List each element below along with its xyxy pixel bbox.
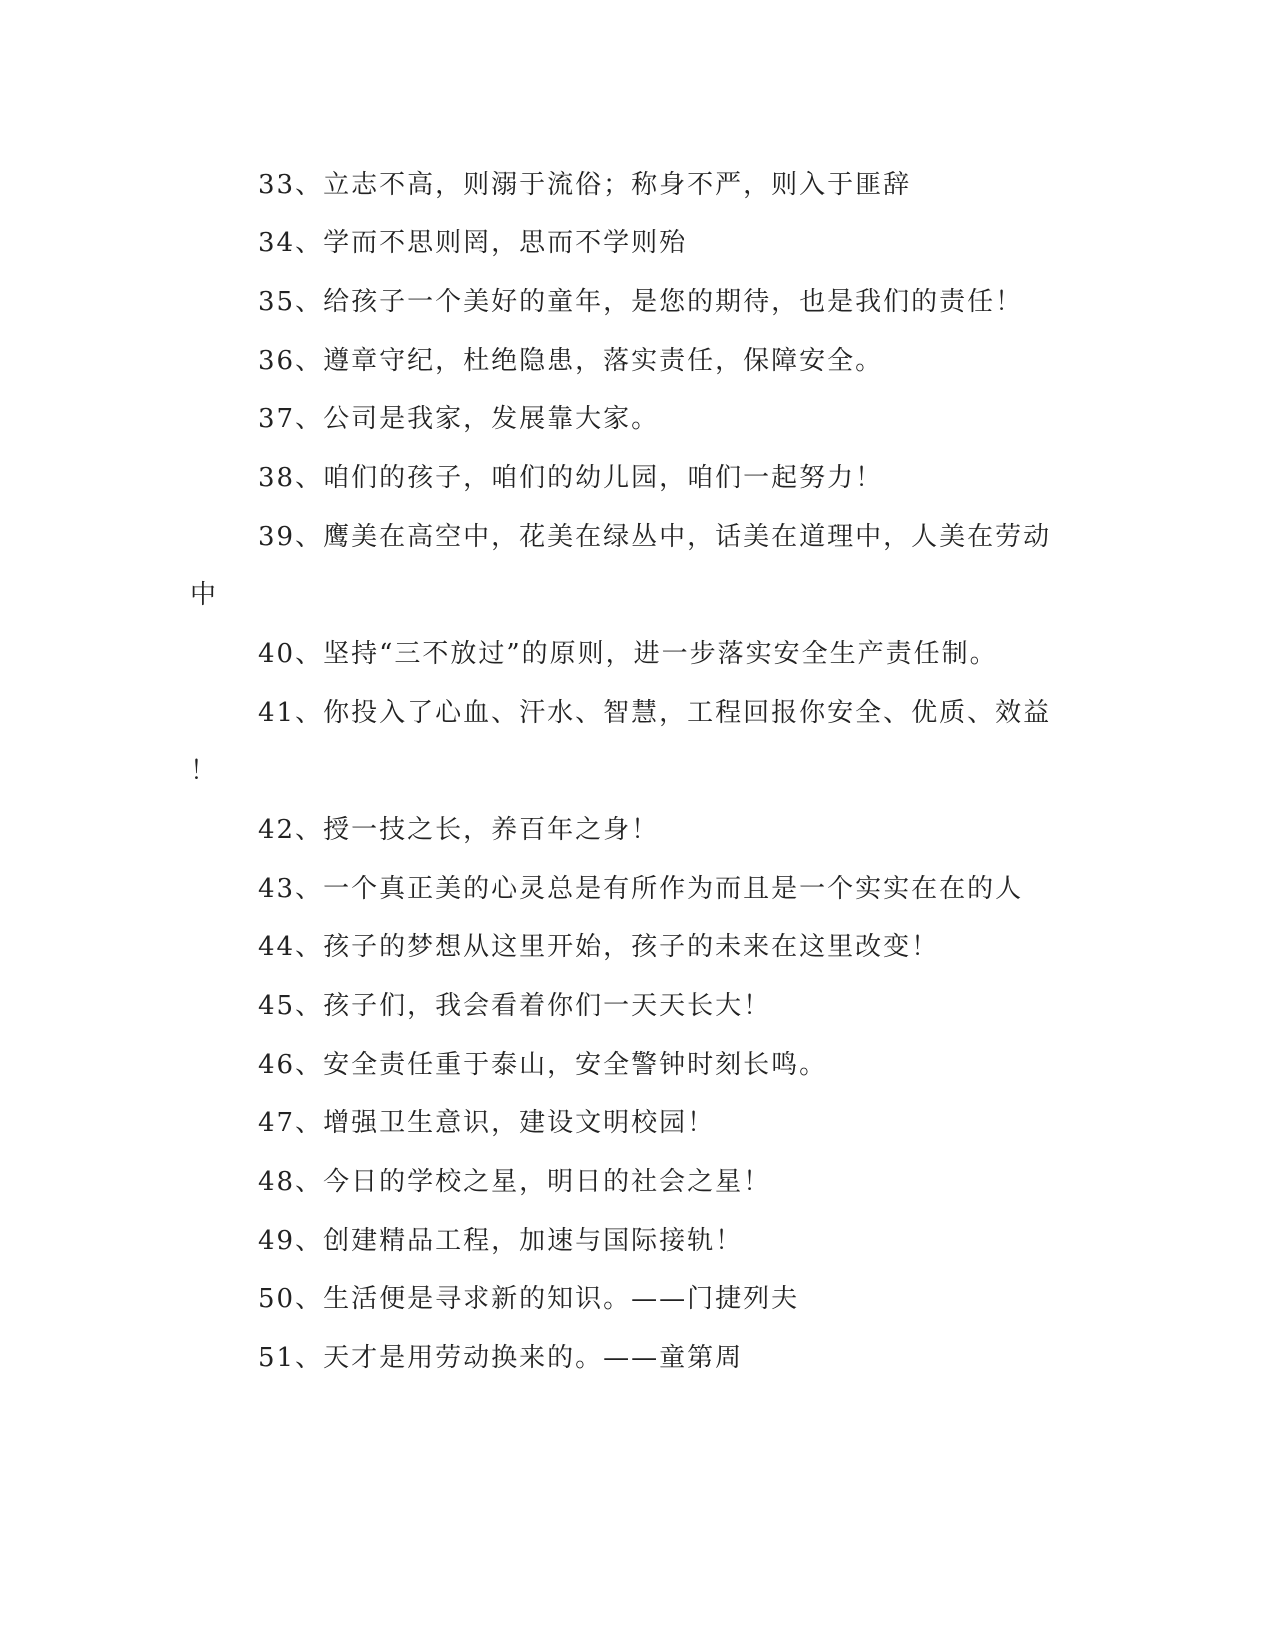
text-line: 44、孩子的梦想从这里开始，孩子的未来在这里改变！ [258,932,940,962]
text-line: 47、增强卫生意识，建设文明校园！ [258,1108,716,1138]
text-line: 45、孩子们，我会看着你们一天天长大！ [258,991,772,1021]
text-line: 37、公司是我家，发展靠大家。 [258,404,660,434]
text-line: 34、学而不思则罔，思而不学则殆 [258,228,688,258]
text-line: 39、鹰美在高空中，花美在绿丛中，话美在道理中，人美在劳动 [258,522,1052,552]
text-line: 46、安全责任重于泰山，安全警钟时刻长鸣。 [258,1050,828,1080]
text-line: 50、生活便是寻求新的知识。——门捷列夫 [258,1284,800,1314]
text-line: 49、创建精品工程，加速与国际接轨！ [258,1226,744,1256]
text-line: 48、今日的学校之星，明日的社会之星！ [258,1167,772,1197]
text-line: 36、遵章守纪，杜绝隐患，落实责任，保障安全。 [258,346,884,376]
text-line: 51、天才是用劳动换来的。——童第周 [258,1343,744,1373]
text-line: 40、坚持“三不放过”的原则，进一步落实安全生产责任制。 [258,639,998,669]
text-line: 43、一个真正美的心灵总是有所作为而且是一个实实在在的人 [258,874,1024,904]
text-line: 35、给孩子一个美好的童年，是您的期待，也是我们的责任！ [258,287,1024,317]
text-line: 42、授一技之长，养百年之身！ [258,815,660,845]
text-line: 41、你投入了心血、汗水、智慧，工程回报你安全、优质、效益 [258,698,1052,728]
text-line-continuation: ！ [190,756,219,786]
text-line-continuation: 中 [190,580,219,610]
text-line: 33、立志不高，则溺于流俗；称身不严，则入于匪辞 [258,170,912,200]
text-line: 38、咱们的孩子，咱们的幼儿园，咱们一起努力！ [258,463,884,493]
